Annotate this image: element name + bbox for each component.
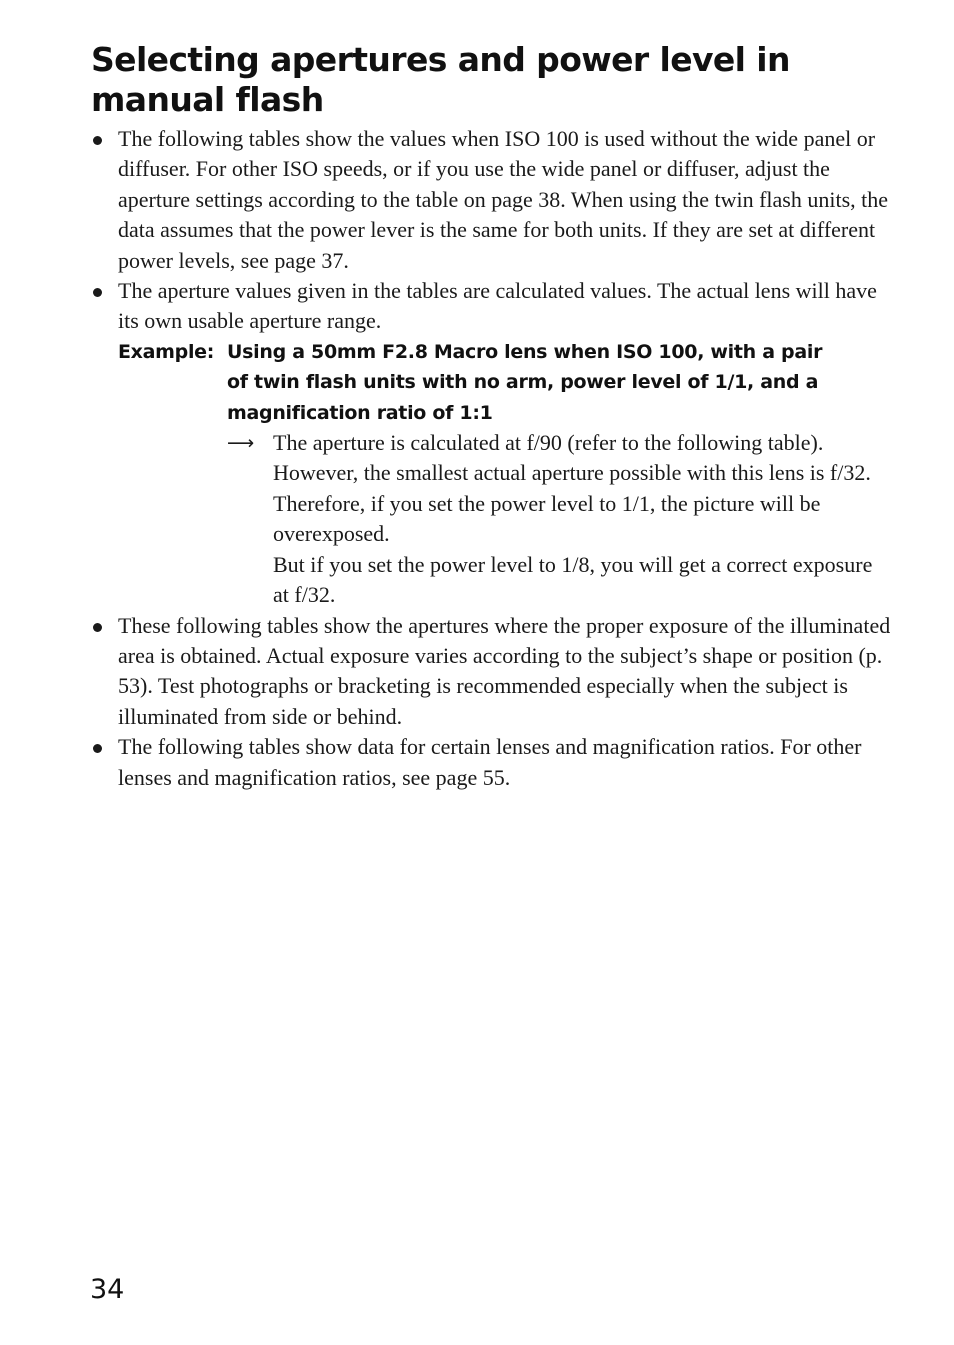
result-paragraph: Therefore, if you set the power level to 1/1, the picture will be overexposed. — [273, 490, 821, 547]
example-text: Using a 50mm F2.8 Macro lens when ISO 100, with a pair of twin flash units with no arm, power level of 1/1, and a magnification ratio of 1:1 — [227, 340, 823, 424]
page-number: 34 — [90, 1274, 125, 1305]
example-label: Example: — [118, 340, 215, 363]
bullet-item — [91, 276, 891, 337]
example-heading — [118, 337, 891, 428]
right-arrow-icon: ⟶ — [227, 432, 255, 455]
bullet-item — [91, 124, 891, 276]
bullet-item — [91, 611, 891, 733]
bullet-icon — [93, 744, 102, 753]
result-paragraph: The aperture is calculated at f/90 (refer to the following table). However, the smallest actual aperture possible with this lens is f/32. — [273, 430, 871, 486]
bullet-icon — [93, 288, 102, 297]
bullet-text: The following tables show data for certain lenses and magnification ratios. For other lenses and magnification ratios, see page 55. — [118, 734, 862, 790]
example-block — [118, 337, 891, 611]
bullet-text: The aperture values given in the tables are calculated values. The actual lens will have its own usable aperture range. — [118, 278, 877, 334]
body-content — [91, 124, 891, 793]
bullet-icon — [93, 136, 102, 145]
bullet-item — [91, 732, 891, 793]
page-title: Selecting apertures and power level in manual flash — [91, 40, 790, 119]
result-paragraph: But if you set the power level to 1/8, you will get a correct exposure at f/32. — [273, 551, 873, 608]
bullet-text: The following tables show the values when ISO 100 is used without the wide panel or diffuser. For other ISO speeds, or if you use the wide panel or diffuser, adjust the aperture settings according to the table on page 38. When using the twin flash units, the data assumes that the power lever is the same for both units. If they are set at different power levels, see page 37. — [118, 126, 889, 273]
example-result — [227, 428, 873, 610]
bullet-icon — [93, 623, 102, 632]
bullet-text: These following tables show the apertures where the proper exposure of the illuminated area is obtained. Actual exposure varies according to the subject’s shape or position (p. 53). Test photographs or bracketing is recommended especially when the subject is illuminated from side or behind. — [118, 612, 891, 729]
